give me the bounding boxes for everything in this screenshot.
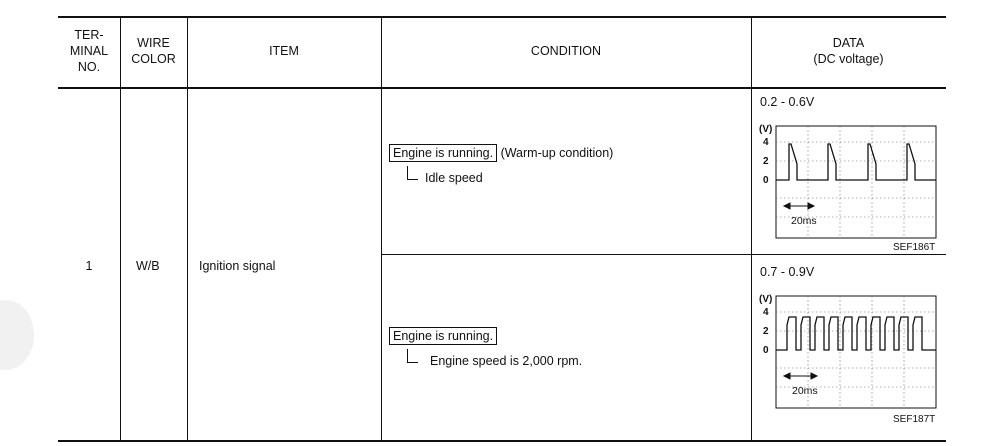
condition-2-sub: Engine speed is 2,000 rpm.	[430, 354, 583, 368]
header-text: DATA	[832, 36, 865, 50]
background-shadow	[0, 300, 34, 370]
header-text: COLOR	[131, 52, 176, 66]
scope-2-time-label: 20ms	[792, 385, 818, 397]
header-text: CONDITION	[530, 44, 602, 58]
header-condition	[381, 16, 751, 86]
scope-2-tick-4: 4	[763, 307, 769, 318]
header-text: ITEM	[269, 44, 299, 58]
scope-1-tick-2: 2	[763, 156, 769, 167]
header-text: WIRE	[137, 36, 170, 50]
condition-1-boxed: Engine is running.	[389, 144, 497, 162]
scope-1-time-label: 20ms	[791, 215, 817, 227]
scope-1-unit: (V)	[759, 124, 773, 135]
header-wire-color	[120, 16, 187, 86]
header-text: (DC voltage)	[813, 52, 884, 66]
scope-2-unit: (V)	[759, 294, 773, 305]
figure-2-id: SEF187T	[893, 414, 936, 425]
oscilloscope-1	[759, 120, 943, 246]
condition-1-extra: (Warm-up condition)	[500, 146, 614, 160]
terminal-data-table	[58, 16, 946, 442]
wire-color-value: W/B	[136, 259, 160, 273]
condition-2-boxed: Engine is running.	[389, 327, 497, 345]
scope-2-tick-2: 2	[763, 326, 769, 337]
condition-divider-rule	[381, 254, 946, 255]
scope-2-tick-0: 0	[763, 345, 769, 356]
condition-1	[389, 144, 613, 162]
header-text: TER-	[74, 28, 104, 42]
waveform-1	[759, 120, 943, 246]
header-text: NO.	[77, 60, 101, 74]
condition-2-branch-line	[407, 349, 418, 363]
item-value: Ignition signal	[199, 259, 276, 273]
figure-1-id: SEF186T	[893, 242, 936, 253]
voltage-2: 0.7 - 0.9V	[760, 265, 815, 279]
header-item	[187, 16, 381, 86]
condition-1-branch-line	[407, 166, 418, 180]
waveform-2	[759, 290, 943, 416]
scope-1-tick-4: 4	[763, 137, 769, 148]
header-terminal-no	[58, 16, 120, 86]
header-data	[751, 16, 946, 86]
voltage-1: 0.2 - 0.6V	[760, 95, 815, 109]
condition-2	[389, 327, 497, 345]
scope-1-tick-0: 0	[763, 175, 769, 186]
header-text: MINAL	[69, 44, 109, 58]
header-bottom-rule	[58, 87, 946, 89]
terminal-number: 1	[85, 259, 93, 273]
oscilloscope-2	[759, 290, 943, 416]
condition-1-sub: Idle speed	[425, 171, 483, 185]
table-bottom-rule	[58, 440, 946, 442]
